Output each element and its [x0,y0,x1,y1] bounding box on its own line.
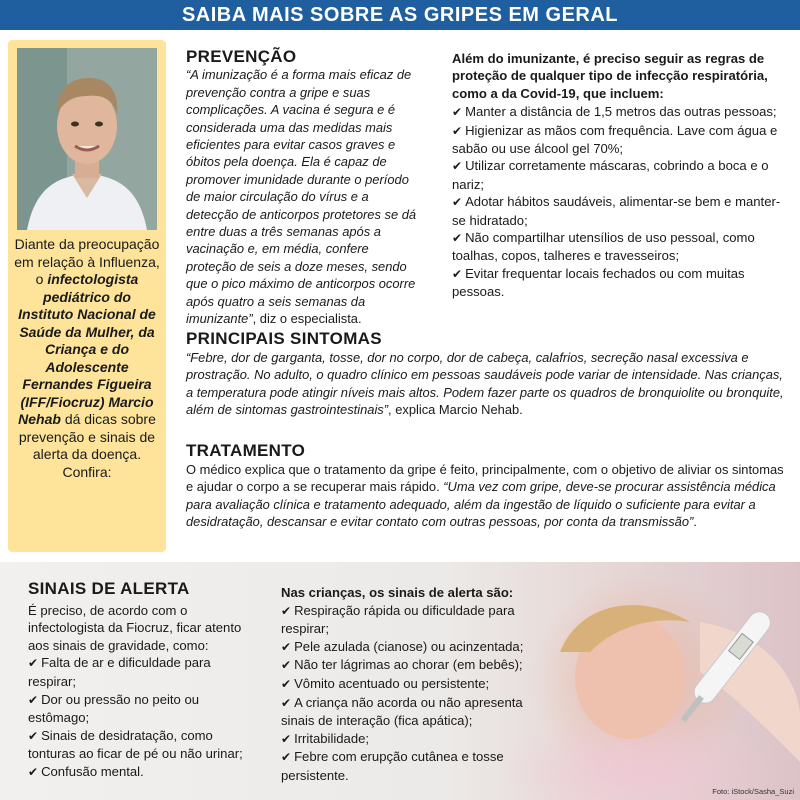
treatment-title: TRATAMENTO [186,441,306,460]
symptoms-section [186,330,790,418]
prevention-quote: “A imunização é a forma mais eficaz de prevenção contra a gripe e suas complicações. A vacina é segura e é considerada uma das medidas mais eficientes para evitar casos graves e óbitos pela doença. Ela é capaz de promover imunidade durante o período de maior circulação do vírus e a detecção de anticorpos protetores se dá entre duas a três semanas após a vacinação e, em média, confere proteção de seis a doze meses, sendo que o pico máximo de anticorpos ocorre após quatro a seis semanas da imunizante” [186,67,417,327]
check-icon: ✔ [28,656,39,671]
list-item: ✔ Não compartilhar utensílios de uso pessoal, como toalhas, copos, talheres e travesseiros; [452,230,755,264]
portrait-illustration [17,48,157,230]
treatment-section [186,442,790,530]
treatment-tail: . [693,513,697,529]
list-item: ✔ Adotar hábitos saudáveis, alimentar-se bem e manter-se hidratado; [452,194,781,228]
symptoms-quote: “Febre, dor de garganta, tosse, dor no corpo, dor de cabeça, calafrios, secreção nasal excessiva e prostração. No adulto, o quadro clínico em pessoas saudáveis pode variar de intensidade. Nas crianças, a temperatura pode atingir níveis mais altos. Podem fazer parte os quadros de bronquiolite ou bronquite, além de sintomas gastrointestinais” [186,350,784,417]
warning-signs-intro: É preciso, de acordo com o infectologista da Fiocruz, ficar atento aos sinais de gravidade, como: [28,602,242,653]
child-warning-signs-intro: Nas crianças, os sinais de alerta são: [281,585,514,600]
list-item: ✔ Febre com erupção cutânea e tosse persistente. [281,749,504,783]
list-item: ✔ Higienizar as mãos com frequência. Lave com água e sabão ou use álcool gel 70%; [452,122,778,157]
list-item: ✔ A criança não acorda ou não apresenta sinais de interação (fica apática); [281,694,523,729]
symptoms-title: PRINCIPAIS SINTOMAS [186,329,382,348]
check-icon: ✔ [281,658,292,673]
warning-signs-section [28,580,250,782]
list-item: ✔ Pele azulada (cianose) ou acinzentada; [281,638,524,654]
warning-signs-list [28,654,250,781]
header-banner [0,0,800,30]
specialist-photo [17,48,157,230]
check-icon: ✔ [452,266,463,281]
check-icon: ✔ [452,159,463,174]
check-icon: ✔ [452,123,463,138]
child-warning-signs-section [281,584,527,785]
protection-rules-list [452,103,792,300]
photo-credit: Foto: iStock/Sasha_Suzi [712,787,794,796]
check-icon: ✔ [281,639,292,654]
treatment-quote: “Uma vez com gripe, deve-se procurar assistência médica para avaliação clínica e tratamento adequado, além da ingestão de líquido o suficiente para evitar a desidratação, descansar e evitar contato com outras pessoas, por conta da transmissão” [186,479,776,529]
list-item: ✔ Confusão mental. [28,763,144,779]
check-icon: ✔ [281,750,292,765]
protection-rules-intro: Além do imunizante, é preciso seguir as regras de proteção de qualquer tipo de infecção respiratória, como a da Covid-19, que incluem: [452,51,768,101]
sidebar-outro-text: dá dicas sobre prevenção e sinais de alerta da doença. Confira: [18,411,156,480]
check-icon: ✔ [452,105,463,120]
specialist-name: infectologista pediátrico do Instituto Nacional de Saúde da Mulher, da Criança e do Adolescente Fernandes Figueira (IFF/Fiocruz) Marcio Nehab [18,271,156,427]
list-item: ✔ Dor ou pressão no peito ou estômago; [28,691,200,726]
sidebar-intro [14,236,160,481]
sidebar-box [8,40,166,552]
child-warning-signs-list [281,602,527,785]
prevention-title: PREVENÇÃO [186,47,297,66]
check-icon: ✔ [28,728,39,743]
warning-signs-panel [0,562,800,800]
check-icon: ✔ [281,603,292,618]
treatment-text: O médico explica que o tratamento da gripe é feito, principalmente, com o objetivo de aliviar os sintomas e ajudar o corpo a se recuperar mais rápido. [186,462,784,495]
list-item: ✔ Utilizar corretamente máscaras, cobrindo a boca e o nariz; [452,158,769,192]
check-icon: ✔ [28,692,39,707]
list-item: ✔ Evitar frequentar locais fechados ou com muitas pessoas. [452,265,745,300]
page-title: SAIBA MAIS SOBRE AS GRIPES EM GERAL [181,3,619,26]
symptoms-attribution: , explica Marcio Nehab. [388,401,523,417]
check-icon: ✔ [452,195,463,210]
prevention-attribution: , diz o especialista. [252,311,362,327]
check-icon: ✔ [452,231,463,246]
check-icon: ✔ [281,695,292,710]
check-icon: ✔ [281,676,292,691]
list-item: ✔ Falta de ar e dificuldade para respirar; [28,655,211,689]
check-icon: ✔ [281,731,292,746]
sidebar-intro-text: Diante da preocupação em relação à Influenza, o [14,236,160,287]
list-item: ✔ Manter a distância de 1,5 metros das outras pessoas; [452,104,777,120]
warning-signs-title: SINAIS DE ALERTA [28,579,190,598]
list-item: ✔ Irritabilidade; [281,730,370,746]
prevention-section [186,48,422,328]
list-item: ✔ Vômito acentuado ou persistente; [281,675,490,691]
protection-rules-section [452,50,792,301]
check-icon: ✔ [28,764,39,779]
list-item: ✔ Não ter lágrimas ao chorar (em bebês); [281,657,523,673]
list-item: ✔ Sinais de desidratação, como tonturas ao ficar de pé ou não urinar; [28,727,243,762]
list-item: ✔ Respiração rápida ou dificuldade para respirar; [281,602,515,637]
